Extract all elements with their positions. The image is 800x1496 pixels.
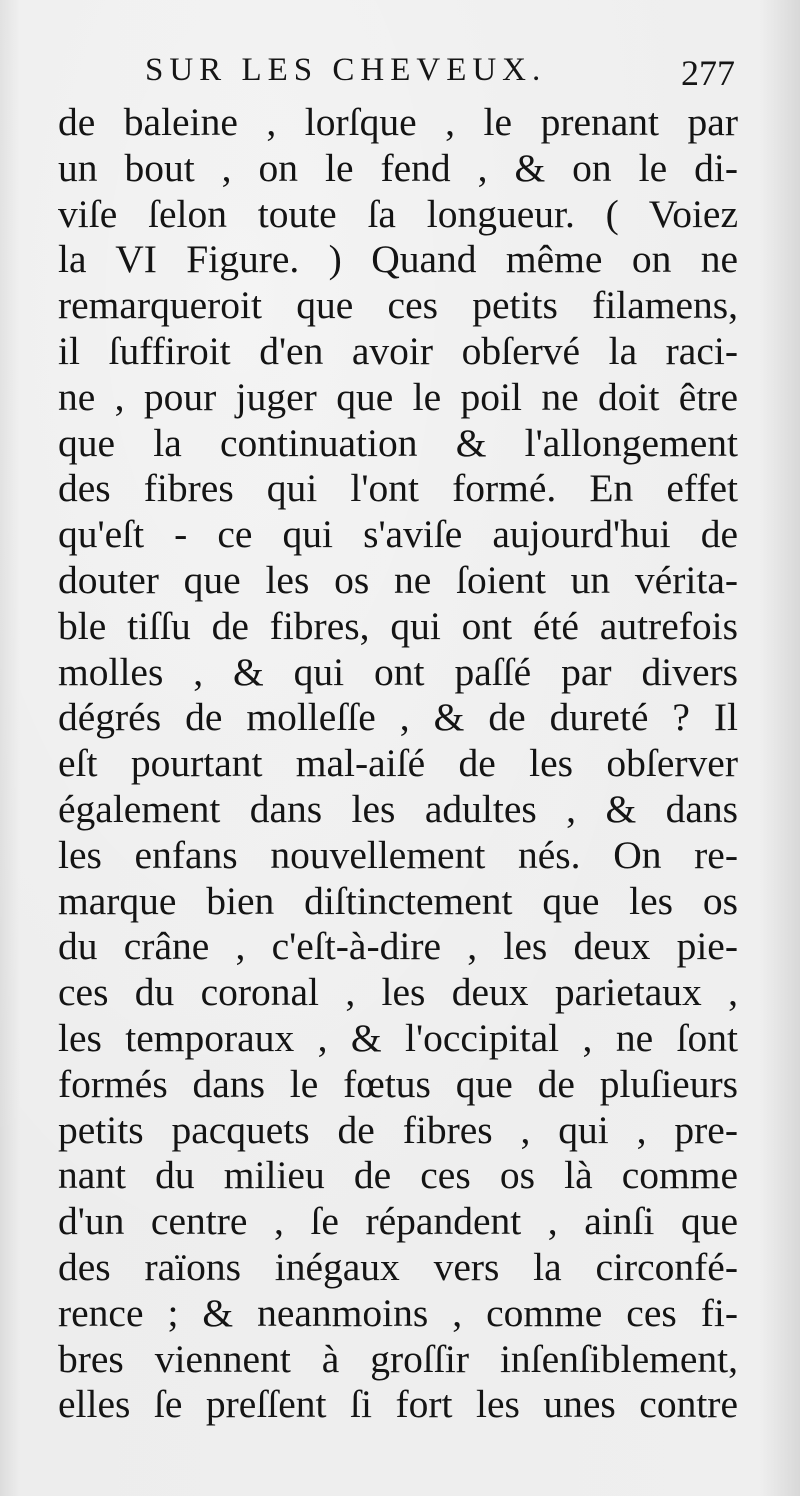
- text-line: rence ; & neanmoins , comme ces fi-: [58, 1290, 738, 1335]
- text-line: des fibres qui l'ont formé. En effet: [58, 466, 738, 511]
- text-line: eſt pourtant mal-aiſé de les obſerver: [58, 741, 738, 786]
- page-header: [145, 52, 735, 100]
- body-text: [58, 100, 738, 1428]
- text-line: il ſuffiroit d'en avoir obſervé la raci-: [58, 328, 738, 373]
- text-line: marque bien diſtinctement que les os: [58, 878, 738, 923]
- text-line: d'un centre , ſe répandent , ainſi que: [58, 1199, 738, 1244]
- text-line: la VI Figure. ) Quand même on ne: [58, 237, 738, 282]
- text-line: molles , & qui ont paſſé par divers: [58, 649, 738, 694]
- text-line: de baleine , lorſque , le prenant par: [58, 100, 738, 144]
- text-line: les enfans nouvellement nés. On re-: [58, 832, 738, 877]
- text-line: nant du milieu de ces os là comme: [58, 1153, 738, 1198]
- text-line: également dans les adultes , & dans: [58, 786, 738, 831]
- text-line: formés dans le fœtus que de pluſieurs: [58, 1061, 738, 1106]
- text-line: les temporaux , & l'occipital , ne ſont: [58, 1015, 738, 1060]
- text-line: ne , pour juger que le poil ne doit être: [58, 374, 738, 419]
- text-line: que la continuation & l'allongement: [58, 420, 738, 465]
- text-line: ces du coronal , les deux parietaux ,: [58, 970, 738, 1015]
- text-line: dégrés de molleſſe , & de dureté ? Il: [58, 695, 738, 740]
- text-line: douter que les os ne ſoient un vérita-: [58, 557, 738, 602]
- text-line: remarqueroit que ces petits filamens,: [58, 283, 738, 328]
- page-number: 277: [681, 53, 735, 93]
- text-line: du crâne , c'eſt-à-dire , les deux pie-: [58, 924, 738, 969]
- text-line: un bout , on le fend , & on le di-: [58, 145, 738, 190]
- text-line: petits pacquets de fibres , qui , pre-: [58, 1107, 738, 1152]
- text-line: elles ſe preſſent ſi fort les unes contre: [58, 1382, 738, 1427]
- text-line: des raïons inégaux vers la circonfé-: [58, 1244, 738, 1289]
- text-line: qu'eſt - ce qui s'aviſe aujourd'hui de: [58, 512, 738, 557]
- text-line: bres viennent à groſſir inſenſiblement,: [58, 1336, 738, 1381]
- running-title: SUR LES CHEVEUX.: [145, 52, 547, 88]
- text-line: viſe ſelon toute ſa longueur. ( Voiez: [58, 191, 738, 236]
- text-line: ble tiſſu de fibres, qui ont été autrefois: [58, 603, 738, 648]
